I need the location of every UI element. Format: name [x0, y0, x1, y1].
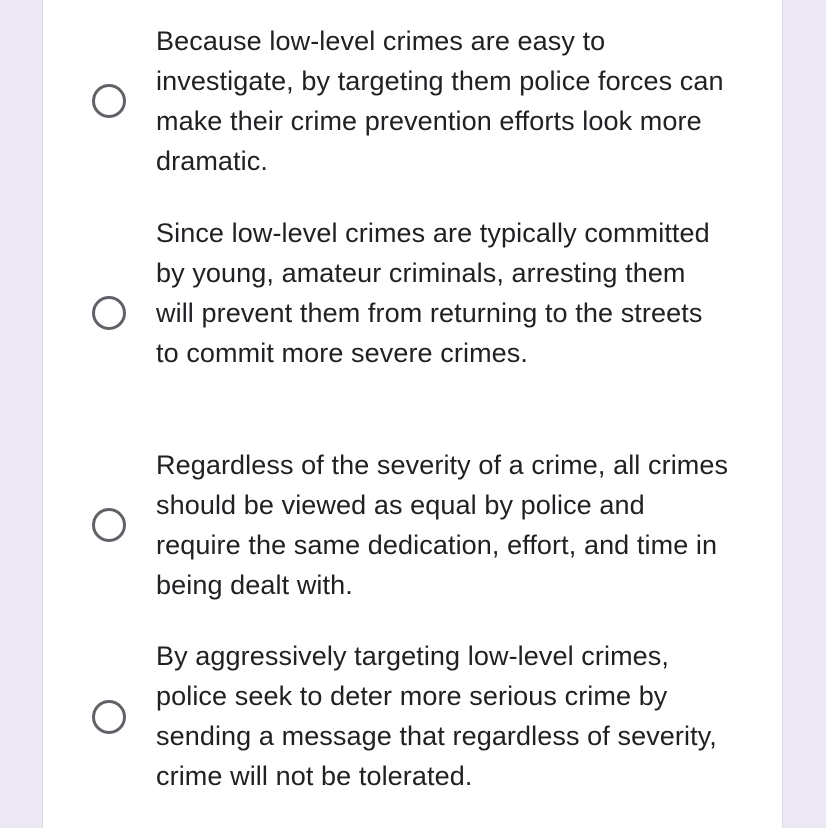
- answer-option-2[interactable]: [43, 200, 782, 430]
- answer-option-3[interactable]: [43, 430, 782, 630]
- radio-button-icon[interactable]: [92, 700, 126, 734]
- radio-button-icon[interactable]: [92, 84, 126, 118]
- radio-button-icon[interactable]: [92, 296, 126, 330]
- answer-option-label: Because low-level crimes are easy to investigate, by targeting them police forces can make their crime prevention efforts look more dramatic.: [156, 26, 724, 176]
- answer-option-label: Regardless of the severity of a crime, all crimes should be viewed as equal by police and require the same dedication, effort, and time in being dealt with.: [156, 450, 729, 600]
- answer-option-1[interactable]: [43, 0, 782, 200]
- answer-option-label: Since low-level crimes are typically committed by young, amateur criminals, arresting them will prevent them from returning to the streets to commit more severe crimes.: [156, 218, 710, 368]
- question-card: [42, 0, 783, 828]
- radio-button-icon[interactable]: [92, 508, 126, 542]
- answer-option-label: By aggressively targeting low-level crimes, police seek to deter more serious crime by sending a message that regardless of severity, crime will not be tolerated.: [156, 641, 717, 791]
- answer-option-4[interactable]: [43, 630, 782, 828]
